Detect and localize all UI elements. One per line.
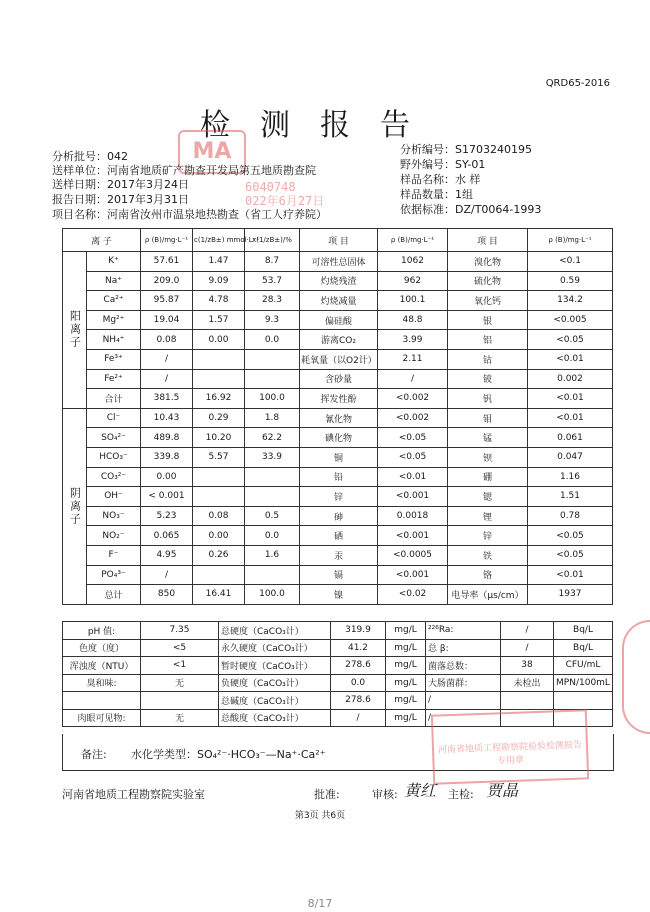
table-cell: 0.78 [528, 506, 613, 526]
table-cell: <0.05 [528, 330, 613, 350]
table-cell: 锰 [448, 428, 528, 448]
table-cell: 0.00 [193, 526, 245, 546]
table-cell: HCO₃⁻ [87, 447, 141, 467]
summary-row [63, 657, 613, 675]
table-cell: 1.57 [193, 310, 245, 330]
table-cell: 16.41 [193, 585, 245, 605]
report-date: 报告日期：2017年3月31日 [52, 193, 189, 206]
table-cell: 1937 [528, 585, 613, 605]
anion-group-label: 阴离子 [63, 408, 87, 604]
table-header-cell: 项 目 [448, 229, 528, 252]
table-cell: 1.8 [245, 408, 300, 428]
viewer-page-indicator: 8/17 [307, 897, 333, 910]
summary-cell: 278.6 [331, 657, 386, 675]
table-cell: 0.047 [528, 447, 613, 467]
summary-cell: Bq/L [554, 622, 613, 640]
table-cell: 4.95 [141, 545, 193, 565]
table-cell: 1062 [378, 252, 448, 272]
table-row [63, 252, 613, 272]
table-cell: 砷 [300, 506, 378, 526]
table-cell: 489.8 [141, 428, 193, 448]
table-cell: 48.8 [378, 310, 448, 330]
table-cell: NO₃⁻ [87, 506, 141, 526]
summary-cell [141, 692, 219, 710]
table-header-cell: 项 目 [300, 229, 378, 252]
table-cell: 锌 [300, 487, 378, 507]
table-cell: 镍 [300, 585, 378, 605]
table-cell: 381.5 [141, 389, 193, 409]
table-row [63, 271, 613, 291]
table-cell: 总计 [87, 585, 141, 605]
table-cell: 硒 [300, 526, 378, 546]
summary-cell: 38 [501, 657, 554, 675]
analysis-batch: 分析批号：042 [52, 150, 128, 163]
table-cell: 57.61 [141, 252, 193, 272]
table-cell: 0.065 [141, 526, 193, 546]
table-cell: 0.0 [245, 330, 300, 350]
table-cell: / [378, 369, 448, 389]
table-cell [193, 467, 245, 487]
summary-cell: mg/L [386, 692, 426, 710]
table-cell: 1.6 [245, 545, 300, 565]
table-cell: 1.47 [193, 252, 245, 272]
table-cell: 100.0 [245, 389, 300, 409]
table-cell: 溴化物 [448, 252, 528, 272]
cert-stamp [245, 180, 324, 208]
ma-stamp: MA [178, 130, 246, 174]
table-cell: 8.7 [245, 252, 300, 272]
table-cell: 100.1 [378, 291, 448, 311]
table-cell: 铁 [448, 545, 528, 565]
summary-cell: pH 值: [63, 622, 141, 640]
table-cell [193, 487, 245, 507]
cation-group-label: 阳离子 [63, 252, 87, 409]
table-cell: <0.001 [378, 526, 448, 546]
summary-cell: mg/L [386, 657, 426, 675]
table-cell: 62.2 [245, 428, 300, 448]
table-cell: <0.01 [528, 565, 613, 585]
table-cell: 0.0 [245, 526, 300, 546]
table-cell: <0.1 [528, 252, 613, 272]
approve-label: 批准: [314, 788, 340, 801]
table-header-cell: ρ (B)/mg·L⁻¹ [528, 229, 613, 252]
table-cell: 0.29 [193, 408, 245, 428]
table-cell: 灼烧减量 [300, 291, 378, 311]
summary-cell: 永久硬度（CaCO₃计） [219, 639, 331, 657]
table-cell: 0.08 [193, 506, 245, 526]
table-cell: 3.99 [378, 330, 448, 350]
table-cell: <0.01 [528, 389, 613, 409]
table-cell: 游离CO₂ [300, 330, 378, 350]
summary-cell: 大肠菌群： [426, 674, 501, 692]
summary-cell: 无 [141, 674, 219, 692]
table-cell: <0.001 [378, 487, 448, 507]
summary-row [63, 674, 613, 692]
table-cell: 钒 [448, 389, 528, 409]
table-cell: Fe²⁺ [87, 369, 141, 389]
table-cell: <0.01 [528, 349, 613, 369]
table-cell: 0.26 [193, 545, 245, 565]
table-cell: <0.05 [378, 447, 448, 467]
summary-cell: 总酸度（CaCO₃计） [219, 709, 331, 727]
table-row [63, 408, 613, 428]
summary-cell: Bq/L [554, 639, 613, 657]
table-cell: 钡 [448, 447, 528, 467]
table-cell: 含砂量 [300, 369, 378, 389]
summary-cell: 总 β: [426, 639, 501, 657]
table-cell: 850 [141, 585, 193, 605]
summary-row [63, 622, 613, 640]
check-label: 主检: [448, 788, 474, 801]
table-row [63, 545, 613, 565]
table-cell: <0.05 [528, 545, 613, 565]
standard: 依据标准：DZ/T0064-1993 [400, 203, 542, 216]
sample-qty: 样品数量：1组 [400, 188, 473, 201]
summary-cell: / [331, 709, 386, 727]
table-cell: 4.78 [193, 291, 245, 311]
table-cell: CO₃²⁻ [87, 467, 141, 487]
table-cell: <0.005 [528, 310, 613, 330]
table-cell: 0.002 [528, 369, 613, 389]
table-cell: 209.0 [141, 271, 193, 291]
summary-cell: 总碱度（CaCO₃计） [219, 692, 331, 710]
remark-label: 备注: [81, 748, 107, 761]
table-cell: <0.02 [378, 585, 448, 605]
table-cell: 氰化物 [300, 408, 378, 428]
table-cell: 镉 [300, 565, 378, 585]
table-cell: 100.0 [245, 585, 300, 605]
summary-cell: <1 [141, 657, 219, 675]
table-cell: 氧化钙 [448, 291, 528, 311]
summary-cell [501, 692, 554, 710]
send-date: 送样日期：2017年3月24日 [52, 178, 189, 191]
summary-cell: / [501, 639, 554, 657]
table-cell: NO₂⁻ [87, 526, 141, 546]
summary-cell: 未检出 [501, 674, 554, 692]
table-cell: PO₄³⁻ [87, 565, 141, 585]
table-row [63, 349, 613, 369]
form-code: QRD65-2016 [545, 78, 610, 89]
table-cell: 19.04 [141, 310, 193, 330]
check-signature: 贾晶 [486, 781, 519, 800]
table-cell: 16.92 [193, 389, 245, 409]
table-cell: 0.061 [528, 428, 613, 448]
table-cell: 9.09 [193, 271, 245, 291]
table-cell: 5.57 [193, 447, 245, 467]
table-row [63, 467, 613, 487]
table-cell: Cl⁻ [87, 408, 141, 428]
table-cell: OH⁻ [87, 487, 141, 507]
table-cell: <0.0005 [378, 545, 448, 565]
summary-cell: mg/L [386, 709, 426, 727]
ion-table [62, 228, 613, 605]
table-cell: <0.002 [378, 389, 448, 409]
table-cell: 10.20 [193, 428, 245, 448]
table-cell: 可溶性总固体 [300, 252, 378, 272]
table-cell: <0.002 [378, 408, 448, 428]
table-cell: 2.11 [378, 349, 448, 369]
table-cell [245, 565, 300, 585]
summary-cell: 319.9 [331, 622, 386, 640]
table-cell: 339.8 [141, 447, 193, 467]
table-cell: 铜 [300, 447, 378, 467]
table-cell: 9.3 [245, 310, 300, 330]
table-row [63, 585, 613, 605]
table-cell: 锶 [448, 487, 528, 507]
table-cell: 0.08 [141, 330, 193, 350]
table-cell: <0.05 [378, 428, 448, 448]
table-cell: 银 [448, 310, 528, 330]
table-cell: 1.51 [528, 487, 613, 507]
table-cell: 95.87 [141, 291, 193, 311]
table-cell: 钴 [448, 349, 528, 369]
lab-name: 河南省地质工程勘察院实验室 [62, 788, 205, 801]
table-cell: 962 [378, 271, 448, 291]
table-cell: / [141, 349, 193, 369]
table-cell [193, 565, 245, 585]
table-cell: 偏硅酸 [300, 310, 378, 330]
table-row [63, 389, 613, 409]
table-cell: NH₄⁺ [87, 330, 141, 350]
summary-cell: 菌落总数： [426, 657, 501, 675]
table-cell: Ca²⁺ [87, 291, 141, 311]
table-cell: 33.9 [245, 447, 300, 467]
summary-cell: 总硬度（CaCO₃计） [219, 622, 331, 640]
summary-cell: mg/L [386, 674, 426, 692]
table-cell: 0.0018 [378, 506, 448, 526]
summary-cell: 负硬度（CaCO₃计） [219, 674, 331, 692]
summary-cell: 暂时硬度（CaCO₃计） [219, 657, 331, 675]
table-cell: 汞 [300, 545, 378, 565]
summary-row [63, 639, 613, 657]
table-row [63, 369, 613, 389]
table-header-cell: c(1/zB±) mmol·L⁻¹ [193, 229, 245, 252]
table-header-cell: x(1/zB±)/% [245, 229, 300, 252]
table-header-cell: ρ (B)/mg·L⁻¹ [378, 229, 448, 252]
table-cell: <0.01 [528, 408, 613, 428]
edge-seal [622, 620, 650, 734]
table-cell: 铬 [448, 565, 528, 585]
table-cell: 134.2 [528, 291, 613, 311]
official-seal: 河南省地质工程勘察院检验检测报告专用章 [431, 709, 589, 784]
table-row [63, 310, 613, 330]
review-label: 审核: [372, 788, 398, 801]
table-cell: / [141, 565, 193, 585]
table-cell [193, 369, 245, 389]
summary-cell: / [426, 692, 501, 710]
table-row [63, 565, 613, 585]
table-row [63, 447, 613, 467]
table-row [63, 526, 613, 546]
summary-cell: 278.6 [331, 692, 386, 710]
table-cell: / [141, 369, 193, 389]
table-cell: 锂 [448, 506, 528, 526]
table-cell: 硫化物 [448, 271, 528, 291]
summary-cell: 41.2 [331, 639, 386, 657]
table-cell: 钼 [448, 408, 528, 428]
table-row [63, 291, 613, 311]
sender: 送样单位：河南省地质矿产勘查开发局第五地质勘查院 [52, 164, 316, 177]
summary-cell: ²²⁶Ra: [426, 622, 501, 640]
summary-cell: 肉眼可见物: [63, 709, 141, 727]
table-header-cell: 离 子 [63, 229, 141, 252]
table-cell: 铅 [300, 467, 378, 487]
table-cell: 0.59 [528, 271, 613, 291]
analysis-no: 分析编号：S1703240195 [400, 143, 532, 156]
table-row [63, 428, 613, 448]
table-cell: 锌 [448, 526, 528, 546]
table-cell: 耗氧量（以O2计） [300, 349, 378, 369]
table-cell: Fe³⁺ [87, 349, 141, 369]
summary-cell: / [426, 709, 501, 727]
summary-cell: 无 [141, 709, 219, 727]
table-cell [245, 467, 300, 487]
table-cell: 53.7 [245, 271, 300, 291]
summary-row [63, 692, 613, 710]
table-cell [245, 349, 300, 369]
table-header-row [63, 229, 613, 252]
summary-cell: 7.35 [141, 622, 219, 640]
table-row [63, 330, 613, 350]
summary-cell: 0.0 [331, 674, 386, 692]
table-cell: <0.05 [528, 526, 613, 546]
table-cell: 0.5 [245, 506, 300, 526]
table-cell: 硼 [448, 467, 528, 487]
table-cell: < 0.001 [141, 487, 193, 507]
review-signature: 黄红 [404, 781, 437, 800]
table-cell: 挥发性酚 [300, 389, 378, 409]
table-cell: 铝 [448, 330, 528, 350]
table-cell [245, 369, 300, 389]
summary-cell [554, 692, 613, 710]
sample-name: 样品名称：水 样 [400, 173, 481, 186]
cert-stamp-line2: 022年6月27日 [245, 194, 325, 208]
summary-cell: MPN/100mL [554, 674, 613, 692]
table-cell: <0.01 [378, 467, 448, 487]
table-cell: <0.001 [378, 565, 448, 585]
table-cell: SO₄²⁻ [87, 428, 141, 448]
page-title: 检测报告 [200, 108, 440, 143]
summary-cell: CFU/mL [554, 657, 613, 675]
field-no: 野外编号：SY-01 [400, 158, 486, 171]
project-name: 项目名称：河南省汝州市温泉地热勘查（省工人疗养院） [52, 208, 327, 221]
table-header-cell: ρ (B)/mg·L⁻¹ [141, 229, 193, 252]
table-cell [245, 487, 300, 507]
table-cell: 0.00 [141, 467, 193, 487]
table-cell: 电导率（μs/cm） [448, 585, 528, 605]
table-cell: 碘化物 [300, 428, 378, 448]
table-cell: 10.43 [141, 408, 193, 428]
summary-cell: mg/L [386, 622, 426, 640]
summary-cell: 色度（度） [63, 639, 141, 657]
summary-cell: / [501, 622, 554, 640]
summary-cell: mg/L [386, 639, 426, 657]
table-cell: 灼烧残渣 [300, 271, 378, 291]
summary-cell [63, 692, 141, 710]
page-info: 第3页 共6页 [294, 811, 346, 821]
summary-cell: 浑浊度（NTU） [63, 657, 141, 675]
table-cell: K⁺ [87, 252, 141, 272]
table-row [63, 487, 613, 507]
water-type: 水化学类型：SO₄²⁻·HCO₃⁻—Na⁺·Ca²⁺ [131, 748, 326, 761]
table-cell: 1.16 [528, 467, 613, 487]
table-cell: F⁻ [87, 545, 141, 565]
summary-cell: 臭和味: [63, 674, 141, 692]
table-cell [193, 349, 245, 369]
table-cell: 合计 [87, 389, 141, 409]
table-cell: Mg²⁺ [87, 310, 141, 330]
table-cell: 铍 [448, 369, 528, 389]
table-cell: 5.23 [141, 506, 193, 526]
table-cell: 0.00 [193, 330, 245, 350]
table-row [63, 506, 613, 526]
summary-cell: <5 [141, 639, 219, 657]
table-cell: 28.3 [245, 291, 300, 311]
table-cell: Na⁺ [87, 271, 141, 291]
cert-stamp-line1: 6040748 [245, 180, 296, 194]
